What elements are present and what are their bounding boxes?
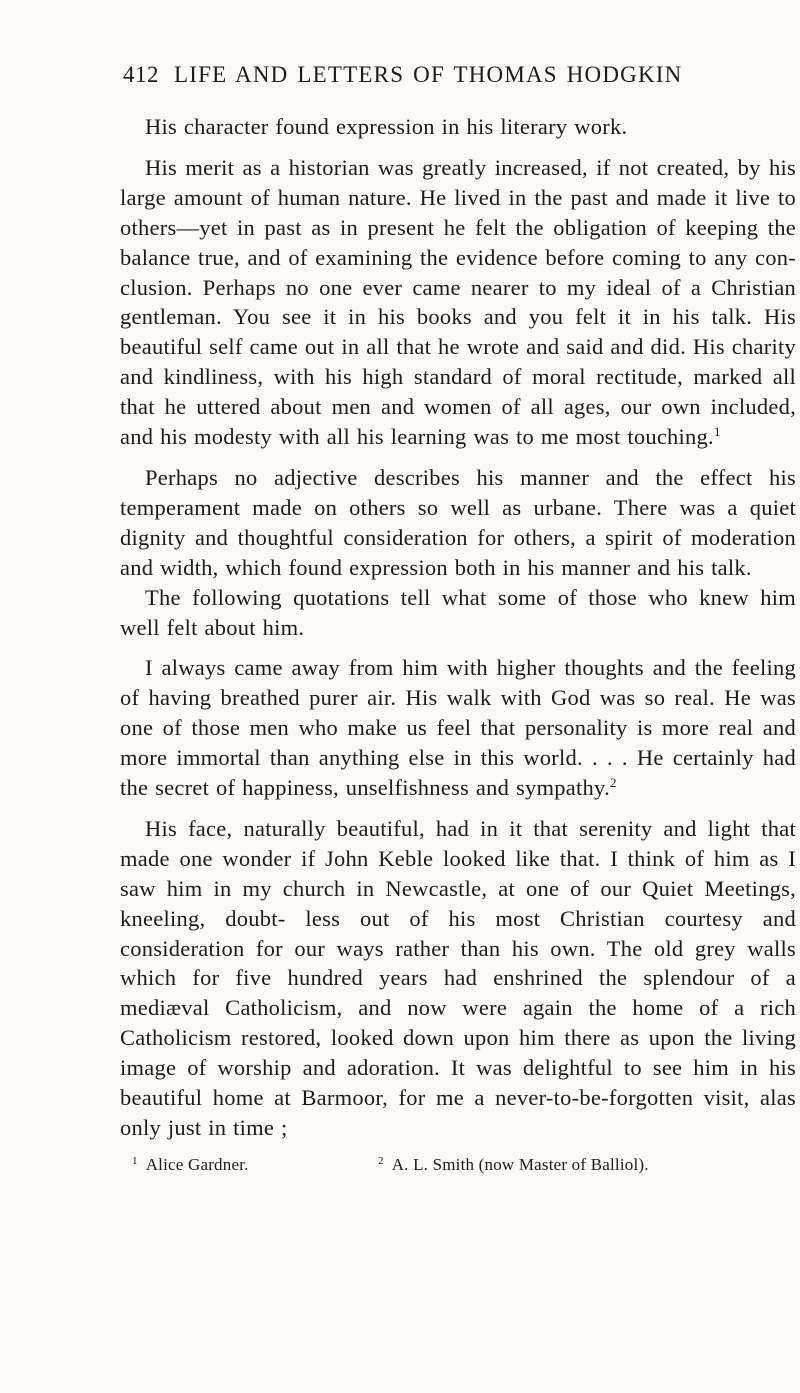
footnote-mark: 2: [378, 1155, 384, 1167]
paragraph-1: [120, 112, 796, 142]
page-number: 412: [123, 62, 159, 87]
body-text: [120, 112, 796, 1143]
footnote-mark: 1: [132, 1155, 138, 1167]
footnote-ref-1: 1: [713, 424, 721, 440]
footnote-1: [132, 1155, 249, 1175]
paragraph-2: [120, 153, 796, 452]
paragraph-text: The following quotations tell what some of those who knew him well felt about him.: [120, 584, 796, 640]
paragraph-6: [120, 814, 796, 1143]
footnote-2: [378, 1155, 649, 1175]
paragraph-text: Perhaps no adjective describes his manner and the effect his temperament made on others so well as urbane. There was a quiet dignity and thoughtful consideration for others, a spirit of moderation and width, which found expression both in his manner and his talk.: [120, 464, 796, 580]
footnote-text: Alice Gardner.: [145, 1155, 249, 1174]
paragraph-4: [120, 583, 796, 643]
footnote-text: A. L. Smith (now Master of Balliol).: [391, 1155, 649, 1174]
paragraph-3: [120, 463, 796, 583]
paragraph-text: His merit as a historian was greatly increased, if not created, by his large amount of human nature. He lived in the past and made it live to others—yet in past as in present he felt the obligation of keeping the balance true, and of examining the evidence before coming to any con- clusion. Perhaps no one ever came nearer to my ideal of a Christian gentleman. You see it in his books and you felt it in his talk. His beautiful self came out in all that he wrote and said and did. His charity and kindliness, with his high standard of moral rectitude, marked all that he uttered about men and women of all ages, our own included, and his modesty with all his learning was to me most touching.: [120, 154, 796, 450]
footnotes: [132, 1155, 792, 1179]
paragraph-text: I always came away from him with higher thoughts and the feeling of having breathed purer air. His walk with God was so real. He was one of those men who make us feel that personality is more real and more immortal than anything else in this world. . . . He certainly had the secret of happiness, unselfishness and sympathy.: [120, 655, 796, 801]
footnote-ref-2: 2: [609, 775, 617, 791]
paragraph-text: His character found expression in his literary work.: [145, 114, 628, 139]
running-title: LIFE AND LETTERS OF THOMAS HODGKIN: [174, 62, 683, 87]
running-head: [123, 62, 743, 96]
paragraph-5: [120, 653, 796, 803]
paragraph-text: His face, naturally beautiful, had in it that serenity and light that made one wonder if John Keble looked like that. I think of him as I saw him in my church in Newcastle, at one of our Quiet Meetings, kneeling, doubt- less out of his most Christian courtesy and consideration for our ways rather than his own. The old grey walls which for five hundred years had enshrined the splendour of a mediæval Catholicism, and now were again the home of a rich Catholicism restored, looked down upon him there as upon the living image of worship and adoration. It was delightful to see him in his beautiful home at Barmoor, for me a never-to-be-forgotten visit, alas only just in time ;: [120, 815, 796, 1140]
